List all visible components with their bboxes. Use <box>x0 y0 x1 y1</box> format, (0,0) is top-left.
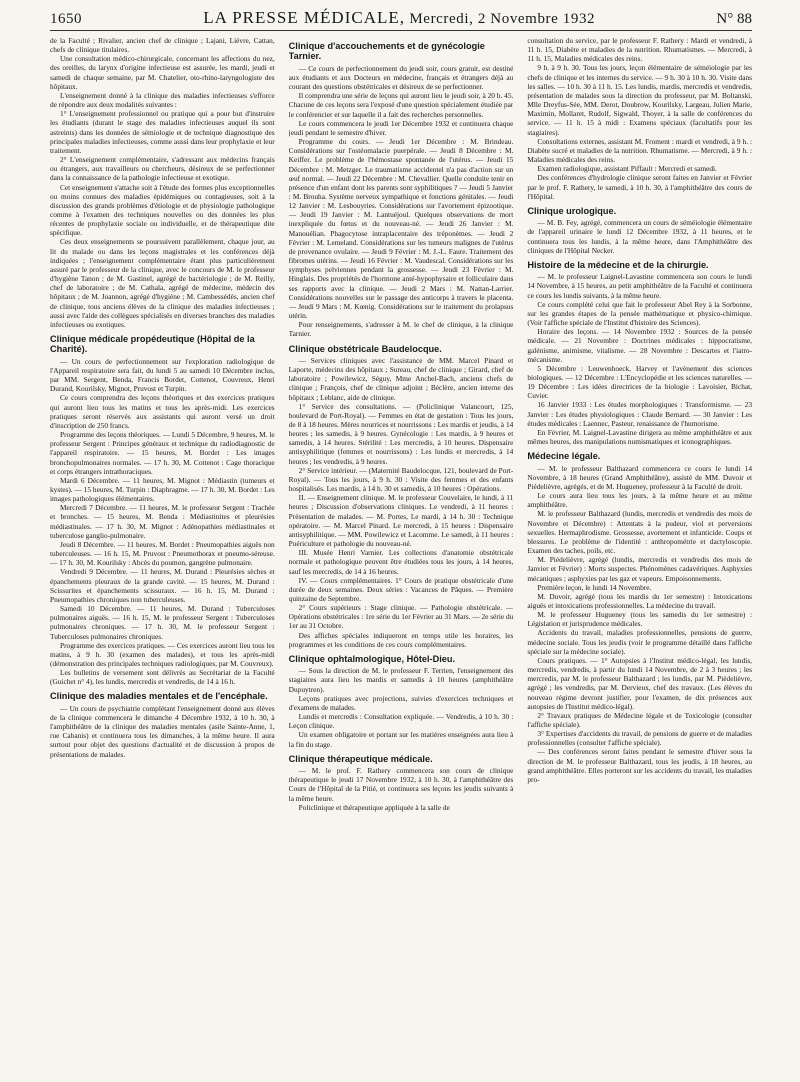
article-section <box>527 206 752 255</box>
section-heading: Clinique thérapeutique médicale. <box>288 753 433 764</box>
paragraph: Samedi 10 Décembre. — 11 heures, M. Durand : Tuberculoses pulmonaires aiguës. — 16 h. 15, M. le professeur Sergent : Tuberculoses pulmonaires chroniques. — 17 h. 30, M. le professeur Sergent : Tuberculoses pulmonaires chroniques. <box>50 604 275 641</box>
paragraph: M. le professeur Balthazard (lundis, mercredis et vendredis des mois de Novembre et Décembre) : Attentats à la pudeur, viol et perversions sexuelles. Hermaphrodisme. Grossesse, avortement et infanticide. Coups et blessures. Le problème de l'identité : anthropométrie et dactyloscopie. Examen des taches, poils, etc. <box>527 509 753 556</box>
text-column <box>50 36 275 1076</box>
paragraph: 1° L'enseignement professionnel ou pratique qui a pour but d'instruire les étudiants (durant le stage des maladies infectieuses auquel ils sont astreints) dans les données de sémiologie et de technique diagnostique des principales maladies infectieuses, comme aussi dans leur prophylaxie et leur traitement. <box>50 109 275 155</box>
publication-title: LA PRESSE MÉDICALE, <box>203 8 406 27</box>
paragraph: Des affiches spéciales indiqueront en temps utile les horaires, les programmes et les conditions de ces cours complémentaires. <box>288 630 514 649</box>
paragraph: Ce cours complété celui que fait le professeur Abel Rey à la Sorbonne, sur les grandes étapes de la pensée mathématique et physico-chimique. (Voir l'affiche spéciale de l'Institut d'histoire des Sciences). <box>527 299 753 328</box>
paragraph: Horaire des leçons. — 14 Novembre 1932 : Sources de la pensée médicale. — 21 Novembre : Doctrines médicales : hippocratisme, galénisme, animisme, vitalisme. — 28 Novembre : Descartes et l'iatro-mécanisme. <box>527 327 753 364</box>
paragraph: Mercredi 7 Décembre. — 11 heures, M. le professeur Sergent : Trachée et bronches. — 15 heures, M. Benda : Médiastinites et pleurésies médiastinales. — 17 h. 30, M. Mignot : Adénopathies médiastinales et tuberculose ganglio-pulmonaire. <box>50 503 275 540</box>
section-heading: Histoire de la médecine et de la chirurgie. <box>527 259 709 270</box>
article-section <box>289 754 514 812</box>
issue-date: Mercredi, 2 Novembre 1932 <box>409 11 596 27</box>
paragraph: 9 h. à 9 h. 30. Tous les jours, leçon élémentaire de séméiologie par les chefs de clinique et les internes du service. — 9 h. 30 à 10 h. 30. Visite dans les salles. — 10 h. 30 à 11 h. 15. Les lundis, mardis, mercredis et vendredis, présentation de malades sous la direction du professeur, par M. Boltanski, Mlle Dreyfus-Sée, MM. Derot, Doubrow, Kourilsky, Largeau, Julien Marie, Maximin, Mollaret, Rudolf, Sigwald, Thoyer, à la salle de conférences du service. — 11 h. 15 à midi : Examens spéciaux (facultatifs pour les stagiaires). <box>527 63 753 137</box>
paragraph: 5 Décembre : Leuwenhoeck, Harvey et l'avènement des sciences biologiques. — 12 Décembre : L'Encyclopédie et les sciences naturelles. — 19 Décembre : Les idées directrices de la biologie : Lavoisier, Bichat, Cuvier. <box>527 363 753 401</box>
section-heading: Clinique ophtalmologique, Hôtel-Dieu. <box>288 653 456 664</box>
paragraph: — M. le prof. F. Rathery commencera son cours de clinique thérapeutique le jeudi 17 Novembre 1932, à 10 h. 30, à l'amphithéâtre des Cours de l'Hôpital de la Pitié, et continuera ses leçons les jeudis suivants à la même heure. <box>288 766 514 803</box>
paragraph: — M. le professeur Balthazard commencera ce cours le lundi 14 Novembre, à 18 heures (Grand Amphithéâtre), assisté de MM. Duvoir et Piédelièvre, agrégés, et de M. Hugueney, professeur à la Faculté de droit. <box>527 463 753 491</box>
article-section <box>527 260 752 446</box>
paragraph: — Des conférences seront faites pendant le semestre d'hiver sous la direction de M. le professeur Balthazard, tous les jeudis, à 18 heures, au grand amphithéâtre. Elles porteront sur les accidents du travail, les maladies pro- <box>527 747 753 784</box>
section-heading: Clinique médicale propédeutique (Hôpital de la Charité). <box>50 334 255 355</box>
paragraph: Une consultation médico-chirurgicale, concernant les affections du nez, des oreilles, du larynx d'origine infectieuse est assurée, les mardi, jeudi et samedi de chaque semaine, par M. Chatelier, oto-rhino-laryngologiste des hôpitaux. <box>50 54 275 91</box>
text-column <box>289 36 514 1076</box>
paragraph: 2° Cours supérieurs : Stage clinique. — Pathologie obstétricale. — Opérations obstétricales : 1re série du 1er Février au 31 Mars. — 2e série du 1er au 31 Octobre. <box>288 603 514 631</box>
paragraph: Policlinique et thérapeutique appliquée à la salle de <box>298 802 450 812</box>
paragraph: — Sous la direction de M. le professeur F. Terrien, l'enseignement des stagiaires aura lieu les mardis et samedis à 10 heures (amphithéâtre Dupuytren). <box>288 666 514 694</box>
paragraph: Les bulletins de versement sont délivrés au Secrétariat de la Faculté (Guichet n° 4), les lundis, mercredis et vendredis, de 14 à 16 h. <box>50 668 275 687</box>
paragraph: Programme des leçons théoriques. — Lundi 5 Décembre, 9 heures, M. le professeur Sergent : Principes généraux et technique du radiodiagnostic de l'appareil respiratoire. — 15 heures, M. Bordet : Les images bronchopulmonaires normales. — 17 h. 30, M. Cottenot : Cage thoracique et corps étrangers intrathoraciques. <box>50 430 275 476</box>
section-heading: Clinique des maladies mentales et de l'encéphale. <box>50 691 268 702</box>
paragraph: — Services cliniques avec l'assistance de MM. Marcel Pinard et Laporte, médecins des hôpitaux ; Sureau, chef de clinique ; Girard, chef de laboratoire ; Powilewicz, Séguy, Mme Anchel-Bach, anciens chefs de clinique ; François, chef de clinique adjoint ; Béclère, ancien interne des hôpitaux ; Leblanc, aide de clinique. <box>288 355 514 402</box>
paragraph: Programme des exercices pratiques. — Ces exercices auront lieu tous les matins, à 9 h. 30 (examen des malades), et tous les après-midi (démonstration des principales techniques radiologiques, par M. Couvreux). <box>50 640 275 668</box>
article-section <box>50 36 275 329</box>
paragraph: Consultations externes, assistant M. Froment : mardi et vendredi, à 9 h. : Diabète sucré et maladies de la nutrition. Rhumatisme. — Mercredi, à 9 h. : Maladies médicales des reins. <box>527 136 753 165</box>
paragraph: Le cours aura lieu tous les jours, à la même heure et au même amphithéâtre. <box>527 491 753 510</box>
section-heading: Clinique obstétricale Baudelocque. <box>288 343 442 354</box>
paragraph: Lundis et mercredis : Consultation expliquée. — Vendredis, à 10 h. 30 : Leçon clinique. <box>288 712 514 731</box>
paragraph: Première leçon, le lundi 14 Novembre. <box>537 582 652 592</box>
paragraph: consultation du service, par le professeur F. Rathery : Mardi et vendredi, à 11 h. 15, Diabète et maladies de la nutrition. Rhumatismes. — Mercredi, à 11 h. 15, Maladies médicales des reins. <box>527 36 753 64</box>
paragraph: M. Duvoir, agrégé (tous les mardis du 1er semestre) : Intoxications aiguës et intoxications professionnelles. La médecine du travail. <box>527 591 753 610</box>
paragraph: En Février, M. Laignel-Lavastine dirigera au même amphithéâtre et aux mêmes heures, des manipulations numismatiques et iconographiques. <box>527 427 753 447</box>
paragraph: Accidents du travail, maladies professionnelles, pensions de guerre, médecine sociale. Tous les jeudis (voir le programme détaillé dans l'affiche spéciale sur la médecine sociale). <box>527 628 753 656</box>
paragraph: Il comprendra une série de leçons qui auront lieu le jeudi soir, à 20 h. 45. Chacune de ces leçons sera l'exposé d'une question spécialement étudiée par le conférencier et sur laquelle il a fait des recherches personnelles. <box>288 91 514 119</box>
section-heading: Clinique d'accouchements et de gynécologie Tarnier. <box>288 41 485 62</box>
article-section <box>527 36 752 201</box>
issue-number: N° 88 <box>716 11 752 27</box>
paragraph: III. Musée Henri Varnier. Les collections d'anatomie obstétricale normale et pathologique peuvent être étudiées tous les jours, à 14 heures, sauf les mercredis, de 14 à 16 heures. <box>288 548 514 576</box>
section-heading: Médecine légale. <box>527 451 601 462</box>
paragraph: 1° Service des consultations. — (Policlinique Valancourt, 125, boulevard de Port-Royal). — Femmes en état de gestation : Tous les jours, de 8 à 18 heures. Mères nourrices et nourrissons : Les mardis et jeudis, à 14 heures ; les samedis, à 9 heures. Gynécologie : Les mardis, à 9 heures et samedis, à 14 heures. Stérilité : Les mercredis, à 10 heures. Dispensaire antisyphilitique (femmes et nourrissons) : Les lundis et mercredis, à 14 heures ; les vendredis, à 9 heures. <box>288 401 514 466</box>
paragraph: L'enseignement donné à la clinique des maladies infectieuses s'efforce de répondre aux deux modalités suivantes : <box>50 90 275 110</box>
paragraph: Vendredi 9 Décembre. — 11 heures, M. Durand : Pleurésies sèches et épanchements pleuraux de la grande cavité. — 15 heures, M. Durand : Scissurites et épanchements scissuraux. — 16 h. 15, M. Durand : Pneumopathies chroniques non tuberculeuses. <box>50 567 275 604</box>
paragraph: Des conférences d'hydrologie clinique seront faites en Janvier et Février par le prof. F. Rathery, le samedi, à 10 h. 30, à l'amphithéâtre des cours de l'Hôpital. <box>527 173 753 201</box>
paragraph: de la Faculté ; Rivalier, ancien chef de clinique ; Lajani, Lièvre, Cattan, chefs de clinique titulaires. <box>50 36 275 55</box>
paragraph: 16 Janvier 1933 : Les études morphologiques : Transformisme. — 23 Janvier : Les études physiologiques : Claude Bernard. — 30 Janvier : Les études médicales : Laennec, Pasteur, renaissance de l'humorisme. <box>527 400 753 428</box>
article-section <box>50 691 275 758</box>
paragraph: Ce cours comprendra des leçons théoriques et des exercices pratiques qui auront lieu tous les matins et tous les après-midi. Les exercices pratiques seront réservés aux assistants qui auront versé un droit d'inscription de 250 francs. <box>50 393 275 430</box>
paragraph: Leçons pratiques avec projections, suivies d'exercices techniques et d'examens de malades. <box>288 693 514 712</box>
paragraph: Le cours commencera le jeudi 1er Décembre 1932 et continuera chaque jeudi pendant le semestre d'hiver. <box>288 118 514 137</box>
paragraph: Examen radiologique, assistant Piffault : Mercredi et samedi. <box>537 164 717 174</box>
paragraph: Cours pratiques. — 1° Autopsies à l'Institut médico-légal, les lundis, mercredis, vendredis, à partir du lundi 14 Novembre, de 2 à 3 heures ; les mercredis, par M. le professeur Balthazard ; les lundis, par M. Piédelièvre, agrégé ; les vendredis, par M. Dervieux, chef des travaux. (Les élèves du nouveau régime devront justifier, pour l'examen, de dix présences aux autopsies de l'Institut médico-légal). <box>527 655 753 711</box>
page-number: 1650 <box>50 11 82 27</box>
paragraph: — Ce cours de perfectionnement du jeudi soir, cours gratuit, est destiné aux étudiants et aux Docteurs en médecine, français et étrangers déjà au courant des questions obstétricales et désireux de se perfectionner. <box>288 63 514 92</box>
paragraph: Programme du cours. — Jeudi 1er Décembre : M. Brindeau. Considérations sur l'ostéomalacie puerpérale. — Jeudi 8 Décembre : M. Keiffer. Le problème de l'hémostase spontanée de l'utérus. — Jeudi 15 Décembre : M. Metzger. Le traumatisme accidentel n'a pas d'action sur un œuf normal. — Jeudi 22 Décembre : M. Chevallier. Quelle conduite tenir en présence d'un enfant dont les parents sont syphilitiques ? — Jeudi 5 Janvier : M. Brouha. Système nerveux sympathique et fonctions génitales. — Jeudi 12 Janvier : M. Lesbouyries. Considérations sur l'avortement épizootique. — Jeudi 19 Janvier : M. Lantuéjoul. Quelques observations de mort inexpliquée du fœtus et du nouveau-né. — Jeudi 26 Janvier : M. Manouélian. Phagocytose intraplacentaire des tréponèmes. — Jeudi 2 Février : M. Lemeland. Considérations sur les tumeurs malignes de l'utérus de provenance ovulaire. — Jeudi 9 Février : M. J.-L. Faure. Traitement des fibromes utérins. — Jeudi 16 Février : M. Vaudescal. Considérations sur les symphyses pelviennes pendant la grossesse. — Jeudi 23 Février : M. Hinglais. Des propriétés de l'hormone anté-hypophysaire et folliculaire dans ses rapports avec la clinique. — Jeudi 2 Mars : M. Nattan-Larrier. Considérations nouvelles sur le passage des anticorps à travers le placenta. — Jeudi 9 Mars : M. Kœnig. Considérations sur le traitement du prolapsus utérin. <box>288 137 514 321</box>
article-section <box>289 654 514 749</box>
paragraph: M. Piédelièvre, agrégé (lundis, mercredis et vendredis des mois de Janvier et Février) : Morts suspectes. Phénomènes cadavériques. Asphyxies mécaniques ; asphyxies par les gaz et vapeurs. Empoisonnements. <box>527 555 753 583</box>
paragraph: Cet enseignement s'attache soit à l'étude des formes plus exceptionnelles ou moins connues des maladies épidémiques ou contagieuses, soit à la discussion des grands problèmes d'étiologie et de physiologie pathologique comme à l'examen des techniques nouvelles ou des données les plus récentes de prophylaxie sociale ou individuelle, et de thérapeutique dite spécifique. <box>50 182 275 238</box>
text-columns <box>50 36 752 1076</box>
paragraph: Un examen obligatoire et portant sur les matières enseignées aura lieu à la fin du stage. <box>288 730 514 749</box>
article-section <box>289 344 514 649</box>
paragraph: II. — Enseignement clinique. M. le professeur Couvelaire, le lundi, à 11 heures ; Discussion d'observations cliniques. Le vendredi, à 11 heures : Présentation de malades. — M. Portes, Le mardi, à 14 h. 30 : Technique opératoire. — M. Marcel Pinard. Le mercredi, à 15 heures : Dispensaire antisyphilitique. — MM. Powilewicz et Lacomme. Le samedi, à 11 heures : Puériculture et pathologie du nouveau-né. <box>288 493 514 549</box>
paragraph: Jeudi 8 Décembre. — 11 heures, M. Bordet : Pneumopathies aiguës non tuberculeuses. — 16 h. 15, M. Pruvost : Pneumothorax et pneumo-séreuse. — 17 h. 30, M. Kourilsky : Abcès du poumon, gangrène pulmonaire. <box>50 539 275 568</box>
paragraph: 2° L'enseignement complémentaire, s'adressant aux médecins français ou étrangers, aux travailleurs ou chercheurs, désireux de se perfectionner dans la connaissance de la pathologie infectieuse et exotique. <box>50 155 275 183</box>
paragraph: 2° Travaux pratiques de Médecine légale et de Toxicologie (consulter l'affiche spéciale). <box>527 710 753 729</box>
paragraph: 2° Service intérieur. — (Maternité Baudelocque, 121, boulevard de Port-Royal). — Tous les jours, à 9 h. 30 : Visite des femmes et des enfants hospitalisés. Les mardis, à 14 h. 30 et samedis, à 10 heures : Opérations. <box>288 465 514 494</box>
paragraph: IV. — Cours complémentaires. 1° Cours de pratique obstétricale d'une durée de deux semaines. Deux séries : Vacances de Pâques. — Première quinzaine de Septembre. <box>288 575 514 603</box>
paragraph: — M. B. Fey, agrégé, commencera un cours de séméiologie élémentaire de l'appareil urinaire le lundi 12 Décembre 1932, à 11 heures, et le continuera tous les lundis, à la même heure, dans l'Amphithéâtre des cliniques de l'Hôpital Necker. <box>527 218 753 255</box>
article-section <box>527 451 752 784</box>
paragraph: Ces deux enseignements se poursuivent parallèlement, chaque jour, au lit du malade ou dans les leçons magistrales et les conférences déjà indiquées ; l'enseignement complémentaire étant plus particulièrement assuré par le professeur de la clinique, avec le concours de M. le professeur d'hygiène Tanon ; de M. Gastinel, agrégé de bactériologie ; de M. Reilly, chef de laboratoire ; de M. Cathala, agrégé de médecine, médecin des hôpitaux ; de M. Joannon, agrégé d'hygiène ; M. Cambessédès, ancien chef de clinique, tous anciens élèves de la clinique des maladies infectieuses ; aussi avec l'aide des collègues spécialisés en diverses branches des maladies infectieuses ou exotiques. <box>50 237 275 329</box>
section-heading: Clinique urologique. <box>527 205 617 216</box>
paragraph: — M. le professeur Laignel-Lavastine commencera son cours le lundi 14 Novembre, à 15 heures, au petit amphithéâtre de la Faculté et continuera ce cours les lundis suivants, à la même heure. <box>527 272 753 300</box>
article-section <box>289 41 514 339</box>
paragraph: Pour renseignements, s'adresser à M. le chef de clinique, à la clinique Tarnier. <box>288 320 514 339</box>
article-section <box>50 334 275 686</box>
paragraph: — Un cours de perfectionnement sur l'exploration radiologique de l'Appareil respiratoire sera fait, du lundi 5 au samedi 10 Décembre inclus, par MM. Sergent, Benda, Francis Bordet, Cottenot, Couvreux, Henri Durand, Kourilsky, Mignot, Pruvost et Turpin. <box>50 356 275 394</box>
paragraph: — Un cours de psychiatrie complétant l'enseignement donné aux élèves de la clinique commencera le dimanche 4 Décembre 1932, à 10 h. 30, à l'amphithéâtre de la clinique des maladies mentales (asile Sainte-Anne, 1, rue Cabanis) et continuera tous les dimanches, à la même heure. Il aura surtout pour objet des questions d'actualité et de discussion à propos de présentations de malades. <box>50 703 275 759</box>
paragraph: M. le professeur Hugueney (tous les samedis du 1er semestre) : Législation et jurisprudence médicales. <box>527 610 753 629</box>
text-column <box>527 36 752 1076</box>
page-header <box>50 8 752 31</box>
paragraph: Mardi 6 Décembre. — 11 heures, M. Mignot : Médiastin (tumeurs et kystes). — 15 heures, M. Turpin : Diaphragme. — 17 h. 30, M. Bordet : Les images pathologiques élémentaires. <box>50 475 275 504</box>
paragraph: 3° Expertises d'accidents du travail, de pensions de guerre et de maladies professionnelles (consulter l'affiche spéciale). <box>527 729 753 748</box>
